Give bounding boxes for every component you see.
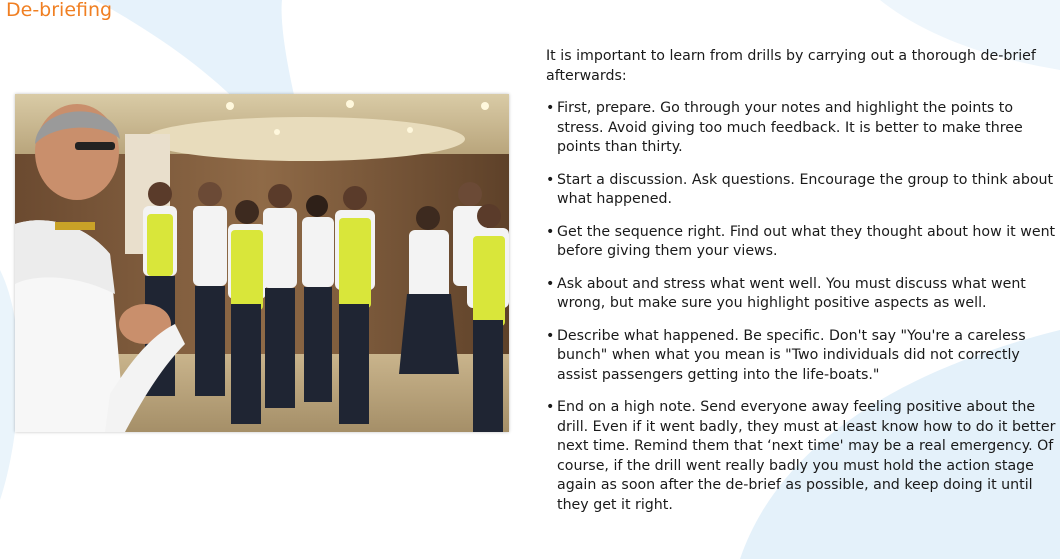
list-item-text: First, prepare. Go through your notes and highlight the points to stress. Avoid giving too much feedback. It is better to make three points than thirty. <box>557 100 1023 155</box>
bullet-icon: • <box>546 275 555 292</box>
list-item <box>546 99 1058 158</box>
bullet-icon: • <box>546 223 555 240</box>
list-item <box>546 223 1058 262</box>
debriefing-text <box>546 47 1058 528</box>
list-item <box>546 327 1058 386</box>
bullet-icon: • <box>546 171 555 188</box>
list-item <box>546 171 1058 210</box>
list-item <box>546 275 1058 314</box>
list-item-text: End on a high note. Send everyone away feeling positive about the drill. Even if it went badly, they must at least know how to do it better next time. Remind them that ‘next time' may be a real emergency. Of course, if the drill went really badly you must hold the action stage again as soon after the de-brief as possible, and keep doing it until they get it right. <box>557 399 1056 513</box>
list-item-text: Start a discussion. Ask questions. Encourage the group to think about what happened. <box>557 171 1054 207</box>
debrief-tips-list <box>546 99 1058 515</box>
bullet-icon: • <box>546 100 555 116</box>
intro-paragraph: It is important to learn from drills by carrying out a thorough de-brief afterwards: <box>546 48 1036 84</box>
list-item-text: Get the sequence right. Find out what they thought about how it went before giving them your views. <box>557 223 1056 259</box>
list-item-text: Describe what happened. Be specific. Don't say "You're a careless bunch" when what you mean is "Two individuals did not correctly assist passengers getting into the life-boats." <box>557 327 1026 383</box>
bullet-icon: • <box>546 399 555 415</box>
debriefing-photo <box>15 94 509 432</box>
list-item <box>546 398 1058 515</box>
list-item-text: Ask about and stress what went well. You must discuss what went wrong, but make sure you highlight positive aspects as well. <box>557 275 1026 311</box>
page-title: De-briefing <box>6 0 113 21</box>
bullet-icon: • <box>546 327 555 344</box>
